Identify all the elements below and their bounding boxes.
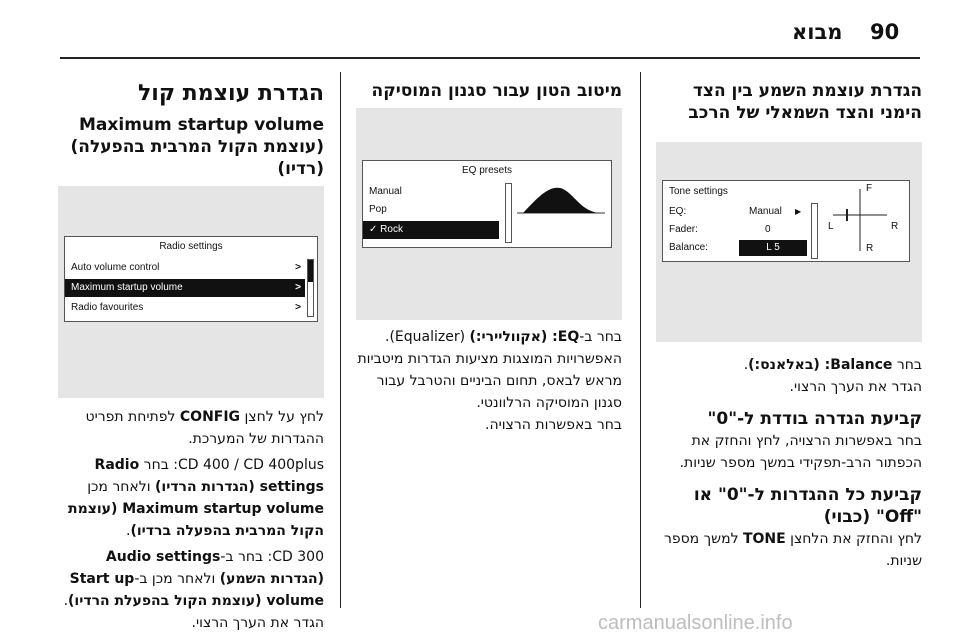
eq-preset-rock: ✓ Rock (363, 221, 499, 239)
reset-single-heading: קביעת הגדרה בודדת ל-"0" (707, 409, 922, 429)
balance-value: L 5 (739, 240, 807, 256)
eq-screen-title: EQ presets (461, 165, 513, 176)
cd300-instruction: CD 300: בחר ב-Audio settings (הגדרות השמע) ולאחר מכן ב-Start up volume (עוצמת הקול בהפעלת הרדיו). (63, 549, 324, 609)
eq-instruction: בחר ב-EQ: (אקווליירי:) (Equalizer). (385, 329, 622, 345)
fader-label: Fader: (669, 224, 698, 235)
radio-settings-photo (58, 186, 324, 398)
radio-item-favourites: Radio favourites > (65, 299, 305, 317)
tone-row-eq (663, 203, 802, 221)
eq-description: האפשרויות המוצגות מציעות הגדרות מיטביות מראש לבאס, תחום הביניים והטרבל עבור סגנון המוסיקה הרלוונטי. (357, 351, 622, 411)
eq-label: EQ: (669, 206, 687, 217)
radio-scrollbar (307, 259, 314, 317)
eq-title: מיטוב הטון עבור סגנון המוסיקה (371, 81, 622, 101)
balance-set-value: הגדר את הערך הרצוי. (789, 379, 922, 395)
eq-value: Manual (749, 206, 782, 217)
chevron-right-icon: > (295, 302, 301, 313)
balance-fader-grid (825, 185, 895, 255)
grid-label-front: F (866, 183, 873, 194)
fader-value: 0 (765, 224, 771, 235)
volume-title: הגדרת עוצמת קול (137, 81, 324, 106)
chevron-right-icon: > (295, 262, 301, 273)
column-balance (656, 80, 922, 124)
eq-preset-pop: Pop (369, 204, 387, 215)
grid-label-right: R (891, 221, 899, 232)
tone-screen-title: Tone settings (669, 186, 728, 197)
header-rule (60, 57, 920, 59)
eq-scrollbar (505, 183, 512, 243)
tone-settings-photo (656, 142, 922, 342)
column-volume (58, 80, 324, 180)
tone-row-balance (663, 239, 815, 257)
eq-presets-photo (356, 108, 622, 320)
column-eq (356, 80, 622, 102)
radio-item-auto-volume: Auto volume control > (65, 259, 305, 277)
column-eq-text (356, 326, 622, 436)
reset-all-text: לחץ והחזק את הלחצן TONE למשך מספר שניות. (663, 531, 922, 569)
balance-instruction: בחר Balance: (באלאנס:). (743, 357, 922, 373)
volume-subtitle: Maximum startup volume (עוצמת הקול המרבית בהפעלה) (רדיו) (70, 115, 324, 179)
reset-single-text: בחר באפשרות הרצויה, לחץ והחזק את הכפתור הרב-תפקידי במשך מספר שניות. (679, 433, 922, 471)
watermark: carmanualsonline.info (598, 612, 793, 634)
grid-label-left: L (828, 221, 834, 232)
balance-title: הגדרת עוצמת השמע בין הצד הימני והצד השמאלי של הרכב (688, 81, 922, 123)
eq-curve-graph (515, 181, 607, 245)
tone-scrollbar (811, 203, 818, 259)
chevron-right-icon: ▶ (795, 207, 802, 216)
reset-all-heading: קביעת כל ההגדרות ל-"0" או "Off" (כבוי) (693, 485, 922, 527)
radio-screen-title: Radio settings (159, 241, 223, 252)
tone-settings-screen (662, 180, 910, 262)
volume-set-value: הגדר את הערך הרצוי. (191, 615, 324, 631)
radio-item-max-startup: Maximum startup volume > (65, 279, 305, 297)
eq-presets-screen (362, 160, 612, 248)
section-title: מבוא (792, 20, 843, 44)
tone-row-fader (663, 221, 799, 239)
grid-label-rear: R (866, 243, 874, 254)
page-number: 90 (870, 20, 900, 44)
column-volume-text (58, 406, 324, 634)
balance-label: Balance: (669, 242, 708, 253)
cd400-instruction: CD 400 / CD 400plus: בחר Radio settings (הגדרות הרדיו) ולאחר מכן Maximum startup volume (עוצמת הקול המרבית בהפעלה ברדיו). (68, 457, 324, 539)
config-instruction: לחץ על לחצן CONFIG לפתיחת תפריט ההגדרות של המערכת. (85, 409, 324, 447)
eq-select-option: בחר באפשרות הרצויה. (485, 417, 622, 433)
column-balance-text (656, 354, 922, 572)
chevron-right-icon: > (295, 282, 301, 293)
eq-preset-manual: Manual (369, 186, 402, 197)
column-divider-1 (640, 72, 641, 608)
column-divider-2 (340, 72, 341, 608)
radio-settings-screen (64, 236, 318, 322)
